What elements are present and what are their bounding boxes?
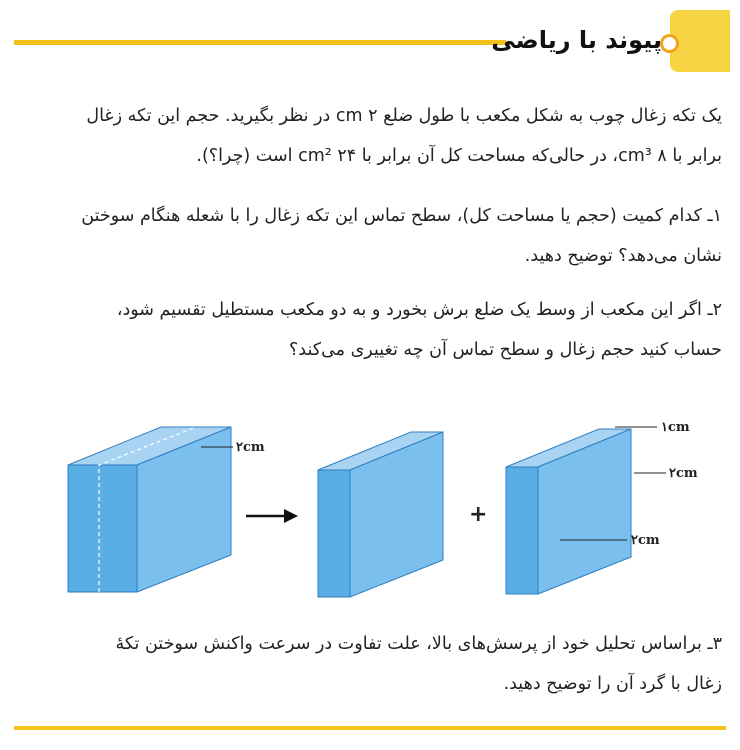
question-3-line-1: ۳ـ براساس تحلیل خود از پرسش‌های بالا، علت تفاوت در سرعت واکنش سوختن تکهٔ <box>115 634 722 654</box>
question-1 <box>16 196 722 276</box>
piece-height-label: ۲cm <box>669 466 698 481</box>
header-rule <box>14 40 506 45</box>
whole-cube <box>68 427 233 592</box>
piece-depth-label: ۲cm <box>631 533 660 548</box>
question-1-line-1: ۱ـ کدام کمیت (حجم یا مساحت کل)، سطح تماس این تکه زغال را با شعله هنگام سوختن <box>81 206 722 226</box>
question-2-line-2: حساب کنید حجم زغال و سطح تماس آن چه تغییری می‌کند؟ <box>289 340 722 360</box>
section-title: پیوند با ریاضی <box>491 26 662 54</box>
question-1-line-2: نشان می‌دهد؟ توضیح دهید. <box>524 246 722 266</box>
half-block-2 <box>506 427 666 594</box>
question-3 <box>16 624 722 704</box>
arrow-icon <box>246 509 298 523</box>
cube-cut-figure <box>0 400 740 610</box>
piece-thickness-label: ۱cm <box>661 420 690 435</box>
footer-rule <box>14 726 726 730</box>
header-tab <box>670 10 730 72</box>
cube-side-label: ۲cm <box>236 440 265 455</box>
intro-line-2: برابر با ۸ cm³، در حالی‌که مساحت کل آن برابر با ۲۴ cm² است (چرا؟). <box>196 146 722 166</box>
half-block-1 <box>318 432 443 597</box>
plus-sign: + <box>469 502 488 527</box>
header-bullet-icon <box>660 34 679 53</box>
question-3-line-2: زغال با گرد آن را توضیح دهید. <box>503 674 722 694</box>
intro-paragraph <box>16 96 722 176</box>
question-2 <box>16 290 722 370</box>
intro-line-1: یک تکه زغال چوب به شکل مکعب با طول ضلع ۲ cm در نظر بگیرید. حجم این تکه زغال <box>86 106 722 126</box>
question-2-line-1: ۲ـ اگر این مکعب از وسط یک ضلع برش بخورد و به دو مکعب مستطیل تقسیم شود، <box>116 300 722 320</box>
